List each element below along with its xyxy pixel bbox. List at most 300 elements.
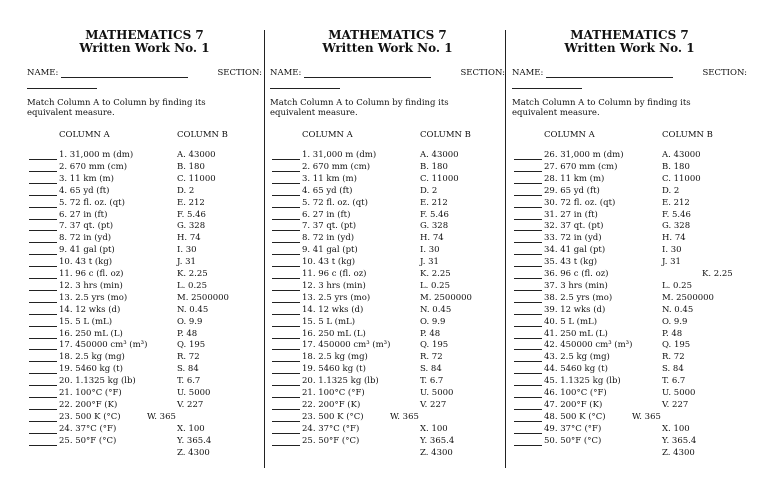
column-b-choice: X. 100: [662, 423, 690, 434]
answer-blank[interactable]: [272, 212, 300, 220]
item-text: 20. 1.1325 kg (lb): [302, 376, 379, 387]
column-b-choice: S. 84: [420, 364, 442, 375]
column-b-choice: P. 48: [177, 328, 198, 339]
subject-title: MATHEMATICS 7: [328, 28, 447, 42]
answer-blank[interactable]: [514, 283, 542, 291]
column-a-item: [272, 257, 355, 267]
item-text: 11. 96 c (fl. oz): [59, 269, 124, 279]
answer-blank[interactable]: [514, 176, 542, 184]
column-a-item: [514, 150, 624, 160]
column-b-choice: C. 11000: [662, 173, 701, 184]
column-b-choice: H. 74: [177, 233, 201, 244]
item-text: 16. 250 mL (L): [302, 328, 366, 339]
column-a-item: [514, 305, 605, 315]
item-text: 16. 250 mL (L): [59, 328, 123, 339]
column-a-item: [514, 198, 615, 208]
answer-blank[interactable]: [514, 200, 542, 208]
column-a-item: [514, 281, 608, 291]
column-b-choice: Y. 365.4: [662, 435, 697, 446]
item-text: 29. 65 yd (ft): [544, 185, 600, 196]
column-b-choice: E. 212: [662, 197, 690, 208]
column-b-choice: A. 43000: [177, 150, 216, 160]
answer-blank[interactable]: [514, 414, 542, 422]
column-b-choice: L. 0.25: [177, 280, 207, 291]
column-divider: [264, 30, 265, 468]
answer-blank[interactable]: [514, 295, 542, 303]
column-b-choice: Q. 195: [420, 340, 449, 351]
column-a-header: COLUMN A: [302, 130, 353, 140]
column-a-item: [514, 376, 621, 386]
column-a-item: [272, 436, 359, 446]
column-a-item: [514, 245, 605, 255]
item-text: 8. 72 in (yd): [302, 233, 355, 244]
answer-blank[interactable]: [514, 331, 542, 339]
answer-blank[interactable]: [514, 307, 542, 315]
instructions: Match Column A to Column by finding its equivalent measure.: [270, 98, 449, 118]
item-text: 19. 5460 kg (t): [59, 364, 123, 375]
answer-blank[interactable]: [272, 331, 300, 339]
column-b-choice: M. 2500000: [177, 292, 229, 303]
item-text: 34. 41 gal (pt): [544, 245, 606, 256]
column-a-item: [272, 412, 364, 422]
worksheet-panel: [27, 0, 262, 503]
column-b-choice: O. 9.9: [662, 316, 688, 327]
item-text: 17. 450000 cm³ (m³): [59, 340, 148, 351]
column-a-item: [272, 388, 365, 398]
item-text: 3. 11 km (m): [59, 173, 114, 184]
item-text: 4. 65 yd (ft): [302, 185, 353, 196]
item-text: 18. 2.5 kg (mg): [59, 352, 125, 363]
column-b-choice: N. 0.45: [177, 304, 209, 315]
column-b-choice: C. 11000: [177, 173, 216, 184]
column-a-item: [29, 352, 125, 362]
column-b-choice: B. 180: [662, 161, 690, 172]
column-a-item: [29, 186, 109, 196]
column-a-item: [272, 340, 390, 350]
answer-blank[interactable]: [514, 366, 542, 374]
answer-blank[interactable]: [29, 354, 57, 362]
item-text: 35. 43 t (kg): [544, 257, 598, 268]
column-a-item: [272, 317, 355, 327]
column-a-item: [29, 364, 123, 374]
answer-blank[interactable]: [272, 378, 300, 386]
answer-blank[interactable]: [514, 342, 542, 350]
column-a-item: [514, 352, 610, 362]
item-text: 3. 11 km (m): [302, 173, 357, 184]
column-a-item: [29, 388, 122, 398]
column-a-item: [514, 269, 609, 279]
column-b-choice: V. 227: [177, 399, 204, 410]
item-text: 9. 41 gal (pt): [302, 245, 358, 256]
column-a-item: [29, 329, 123, 339]
column-b-choice: P. 48: [662, 328, 683, 339]
answer-blank[interactable]: [514, 319, 542, 327]
column-a-item: [29, 340, 147, 350]
answer-blank[interactable]: [29, 295, 57, 303]
answer-blank[interactable]: [514, 259, 542, 267]
column-a-item: [272, 174, 357, 184]
column-a-item: [29, 305, 120, 315]
column-b-choice: J. 31: [420, 257, 439, 268]
item-text: 6. 27 in (ft): [302, 209, 351, 220]
answer-blank[interactable]: [514, 426, 542, 434]
column-a-item: [514, 412, 606, 422]
column-b-choice: P. 48: [420, 328, 441, 339]
answer-blank[interactable]: [29, 426, 57, 434]
answer-blank[interactable]: [514, 235, 542, 243]
section-blank[interactable]: [270, 80, 340, 89]
item-text: 14. 12 wks (d): [59, 304, 121, 315]
answer-blank[interactable]: [514, 378, 542, 386]
item-text: 10. 43 t (kg): [59, 257, 113, 268]
answer-blank[interactable]: [272, 271, 300, 279]
column-b-choice: Z. 4300: [662, 447, 695, 458]
column-a-item: [29, 221, 113, 231]
item-text: 23. 500 K (°C): [59, 411, 121, 422]
column-a-item: [29, 269, 124, 279]
name-label: NAME:: [512, 68, 547, 78]
answer-blank[interactable]: [272, 390, 300, 398]
item-text: 49. 37°C (°F): [544, 423, 602, 434]
item-text: 40. 5 L (mL): [544, 316, 598, 327]
item-text: 25. 50°F (°C): [59, 435, 117, 446]
column-b-choice: R. 72: [177, 352, 200, 363]
column-a-item: [514, 329, 608, 339]
answer-blank[interactable]: [272, 200, 300, 208]
column-b-choice: J. 31: [177, 257, 196, 268]
column-b-choice: S. 84: [177, 364, 199, 375]
column-a-item: [514, 424, 601, 434]
item-text: 38. 2.5 yrs (mo): [544, 292, 613, 303]
answer-blank[interactable]: [29, 319, 57, 327]
column-b-choice: A. 43000: [662, 150, 701, 160]
column-b-choice: N. 0.45: [662, 304, 694, 315]
item-text: 43. 2.5 kg (mg): [544, 352, 610, 363]
column-a-item: [272, 221, 356, 231]
column-a-item: [514, 436, 601, 446]
item-text: 11. 96 c (fl. oz): [302, 269, 367, 279]
column-a-item: [272, 150, 376, 160]
answer-blank[interactable]: [272, 307, 300, 315]
answer-blank[interactable]: [514, 247, 542, 255]
column-b-choice: A. 43000: [420, 150, 459, 160]
answer-blank[interactable]: [514, 390, 542, 398]
item-text: 33. 72 in (yd): [544, 233, 602, 244]
column-a-header: COLUMN A: [544, 130, 595, 140]
answer-blank[interactable]: [29, 390, 57, 398]
column-a-item: [29, 281, 123, 291]
column-a-item: [272, 186, 352, 196]
item-text: 2. 670 mm (cm): [302, 161, 371, 172]
column-a-header: COLUMN A: [59, 130, 110, 140]
item-text: 21. 100°C (°F): [59, 388, 122, 398]
item-text: 46. 100°C (°F): [544, 388, 607, 398]
answer-blank[interactable]: [29, 164, 57, 172]
answer-blank[interactable]: [272, 319, 300, 327]
column-b-choice: J. 31: [662, 257, 681, 268]
section-blank[interactable]: [27, 80, 97, 89]
column-a-item: [29, 245, 115, 255]
answer-blank[interactable]: [29, 414, 57, 422]
column-b-choice: I. 30: [420, 245, 440, 256]
column-b-choice: V. 227: [420, 399, 447, 410]
instructions: Match Column A to Column by finding its equivalent measure.: [512, 98, 691, 118]
answer-blank[interactable]: [272, 176, 300, 184]
column-a-item: [514, 210, 598, 220]
answer-blank[interactable]: [29, 188, 57, 196]
column-b-choice: Y. 365.4: [420, 435, 455, 446]
item-text: 7. 37 qt. (pt): [59, 221, 114, 232]
column-b-choice: G. 328: [420, 221, 449, 232]
column-b-choice: K. 2.25: [420, 269, 451, 279]
column-a-item: [29, 412, 121, 422]
column-a-item: [272, 233, 354, 243]
section-label: SECTION:: [460, 68, 505, 78]
column-b-choice: V. 227: [662, 399, 689, 410]
column-b-choice: X. 100: [177, 423, 205, 434]
column-b-choice: F. 5.46: [662, 209, 691, 220]
column-b-choice: G. 328: [662, 221, 691, 232]
column-a-item: [514, 400, 602, 410]
column-b-choice: M. 2500000: [420, 292, 472, 303]
item-text: 22. 200°F (K): [302, 399, 361, 410]
column-a-item: [272, 424, 359, 434]
item-text: 21. 100°C (°F): [302, 388, 365, 398]
answer-blank[interactable]: [272, 366, 300, 374]
item-text: 1. 31,000 m (dm): [59, 150, 134, 160]
column-a-item: [514, 388, 607, 398]
item-text: 48. 500 K (°C): [544, 411, 606, 422]
column-b-choice: I. 30: [662, 245, 682, 256]
column-divider: [505, 30, 506, 468]
answer-blank[interactable]: [272, 235, 300, 243]
item-text: 9. 41 gal (pt): [59, 245, 115, 256]
subject-title: MATHEMATICS 7: [570, 28, 689, 42]
column-b-header: COLUMN B: [662, 130, 713, 140]
column-a-item: [272, 162, 370, 172]
column-b-choice: T. 6.7: [177, 376, 201, 387]
item-text: 12. 3 hrs (min): [59, 280, 123, 291]
answer-blank[interactable]: [272, 414, 300, 422]
column-b-choice: U. 5000: [420, 388, 454, 398]
column-a-item: [272, 376, 379, 386]
name-blank[interactable]: [61, 69, 188, 78]
column-a-item: [272, 269, 367, 279]
answer-blank[interactable]: [29, 283, 57, 291]
column-a-item: [29, 174, 114, 184]
answer-blank[interactable]: [272, 259, 300, 267]
answer-blank[interactable]: [272, 223, 300, 231]
column-b-choice: E. 212: [177, 197, 205, 208]
answer-blank[interactable]: [514, 354, 542, 362]
work-title: Written Work No. 1: [322, 41, 453, 55]
column-a-item: [514, 233, 602, 243]
name-blank[interactable]: [546, 69, 673, 78]
answer-blank[interactable]: [29, 200, 57, 208]
item-text: 6. 27 in (ft): [59, 209, 108, 220]
answer-blank[interactable]: [29, 342, 57, 350]
answer-blank[interactable]: [29, 152, 57, 160]
section-label: SECTION:: [217, 68, 262, 78]
column-b-choice: E. 212: [420, 197, 448, 208]
column-b-choice: K. 2.25: [702, 269, 733, 279]
item-text: 28. 11 km (m): [544, 173, 605, 184]
answer-blank[interactable]: [272, 438, 300, 446]
section-blank[interactable]: [512, 80, 582, 89]
item-text: 12. 3 hrs (min): [302, 280, 366, 291]
answer-blank[interactable]: [29, 235, 57, 243]
answer-blank[interactable]: [514, 188, 542, 196]
answer-blank[interactable]: [514, 271, 542, 279]
item-text: 2. 670 mm (cm): [59, 161, 128, 172]
column-b-choice: H. 74: [662, 233, 686, 244]
column-b-choice: T. 6.7: [420, 376, 444, 387]
column-b-choice: D. 2: [420, 185, 438, 196]
column-b-choice: Z. 4300: [420, 447, 453, 458]
answer-blank[interactable]: [272, 164, 300, 172]
column-b-choice: B. 180: [420, 161, 448, 172]
item-text: 4. 65 yd (ft): [59, 185, 110, 196]
column-b-choice: O. 9.9: [420, 316, 446, 327]
subject-title: MATHEMATICS 7: [85, 28, 204, 42]
answer-blank[interactable]: [29, 247, 57, 255]
answer-blank[interactable]: [29, 331, 57, 339]
item-text: 24. 37°C (°F): [59, 423, 117, 434]
column-b-choice: M. 2500000: [662, 292, 714, 303]
name-field[interactable]: [27, 68, 188, 78]
answer-blank[interactable]: [272, 247, 300, 255]
column-b-choice: C. 11000: [420, 173, 459, 184]
column-a-item: [272, 293, 370, 303]
column-b-choice: W. 365: [147, 411, 176, 422]
column-b-choice: Q. 195: [177, 340, 206, 351]
column-b-choice: Q. 195: [662, 340, 691, 351]
item-text: 45. 1.1325 kg (lb): [544, 376, 621, 387]
column-a-item: [514, 364, 608, 374]
item-text: 10. 43 t (kg): [302, 257, 356, 268]
column-a-item: [514, 317, 597, 327]
column-a-item: [272, 198, 368, 208]
answer-blank[interactable]: [272, 354, 300, 362]
work-title: Written Work No. 1: [564, 41, 695, 55]
answer-blank[interactable]: [29, 438, 57, 446]
answer-blank[interactable]: [29, 223, 57, 231]
column-a-item: [514, 186, 600, 196]
answer-blank[interactable]: [272, 188, 300, 196]
item-text: 42. 450000 cm³ (m³): [544, 340, 633, 351]
item-text: 22. 200°F (K): [59, 399, 118, 410]
item-text: 1. 31,000 m (dm): [302, 150, 377, 160]
column-a-item: [29, 317, 112, 327]
name-blank[interactable]: [304, 69, 431, 78]
answer-blank[interactable]: [272, 152, 300, 160]
column-a-item: [514, 174, 604, 184]
answer-blank[interactable]: [514, 223, 542, 231]
item-text: 47. 200°F (K): [544, 399, 603, 410]
item-text: 18. 2.5 kg (mg): [302, 352, 368, 363]
column-b-choice: D. 2: [177, 185, 195, 196]
answer-blank[interactable]: [29, 212, 57, 220]
column-a-item: [29, 424, 116, 434]
column-b-choice: B. 180: [177, 161, 205, 172]
column-a-item: [29, 162, 127, 172]
column-a-item: [29, 293, 127, 303]
worksheet-panel: [270, 0, 505, 503]
item-text: 32. 37 qt. (pt): [544, 221, 604, 232]
column-b-choice: D. 2: [662, 185, 680, 196]
item-text: 36. 96 c (fl. oz): [544, 269, 609, 279]
answer-blank[interactable]: [514, 152, 542, 160]
item-text: 41. 250 mL (L): [544, 328, 608, 339]
answer-blank[interactable]: [272, 402, 300, 410]
answer-blank[interactable]: [29, 259, 57, 267]
answer-blank[interactable]: [272, 295, 300, 303]
answer-blank[interactable]: [29, 402, 57, 410]
column-b-choice: F. 5.46: [177, 209, 206, 220]
item-text: 30. 72 fl. oz. (qt): [544, 197, 616, 208]
column-b-choice: L. 0.25: [662, 280, 692, 291]
column-b-choice: X. 100: [420, 423, 448, 434]
answer-blank[interactable]: [29, 366, 57, 374]
column-a-item: [272, 245, 358, 255]
answer-blank[interactable]: [272, 342, 300, 350]
item-text: 39. 12 wks (d): [544, 304, 606, 315]
item-text: 15. 5 L (mL): [302, 316, 356, 327]
item-text: 7. 37 qt. (pt): [302, 221, 357, 232]
column-b-header: COLUMN B: [177, 130, 228, 140]
column-b-choice: W. 365: [390, 411, 419, 422]
name-label: NAME:: [27, 68, 62, 78]
item-text: 14. 12 wks (d): [302, 304, 364, 315]
answer-blank[interactable]: [29, 378, 57, 386]
column-b-choice: K. 2.25: [177, 269, 208, 279]
instructions: Match Column A to Column by finding its equivalent measure.: [27, 98, 206, 118]
item-text: 5. 72 fl. oz. (qt): [59, 197, 125, 208]
name-label: NAME:: [270, 68, 305, 78]
column-a-item: [29, 400, 117, 410]
answer-blank[interactable]: [29, 176, 57, 184]
item-text: 37. 3 hrs (min): [544, 280, 608, 291]
item-text: 17. 450000 cm³ (m³): [302, 340, 391, 351]
column-a-item: [272, 305, 363, 315]
answer-blank[interactable]: [514, 402, 542, 410]
answer-blank[interactable]: [272, 426, 300, 434]
column-b-choice: F. 5.46: [420, 209, 449, 220]
item-text: 31. 27 in (ft): [544, 209, 598, 220]
answer-blank[interactable]: [514, 438, 542, 446]
item-text: 5. 72 fl. oz. (qt): [302, 197, 368, 208]
item-text: 23. 500 K (°C): [302, 411, 364, 422]
answer-blank[interactable]: [272, 283, 300, 291]
column-a-item: [514, 293, 612, 303]
column-b-choice: G. 328: [177, 221, 206, 232]
answer-blank[interactable]: [29, 307, 57, 315]
answer-blank[interactable]: [514, 212, 542, 220]
column-a-item: [272, 210, 350, 220]
column-b-choice: U. 5000: [662, 388, 696, 398]
name-field[interactable]: [270, 68, 431, 78]
answer-blank[interactable]: [29, 271, 57, 279]
column-b-choice: W. 365: [632, 411, 661, 422]
answer-blank[interactable]: [514, 164, 542, 172]
name-field[interactable]: [512, 68, 673, 78]
worksheet-panel: [512, 0, 747, 503]
column-a-item: [272, 400, 360, 410]
item-text: 26. 31,000 m (dm): [544, 150, 624, 160]
section-label: SECTION:: [702, 68, 747, 78]
item-text: 19. 5460 kg (t): [302, 364, 366, 375]
column-b-choice: H. 74: [420, 233, 444, 244]
